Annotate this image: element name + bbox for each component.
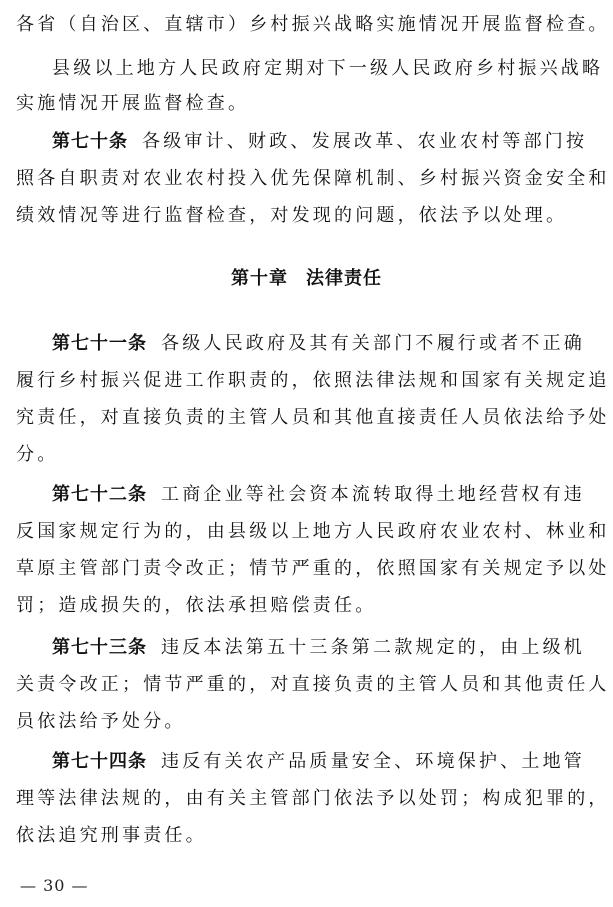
article-73-first-line bbox=[52, 636, 596, 660]
paragraph-line: 绩效情况等进行监督检查，对发现的问题，依法予以处理。 bbox=[16, 205, 568, 226]
paragraph-line: 员依法给予处分。 bbox=[16, 711, 186, 732]
paragraph-line: 关责令改正；情节严重的，对直接负责的主管人员和其他责任人 bbox=[16, 674, 610, 695]
paragraph-line: 究责任，对直接负责的主管人员和其他直接责任人员依法给予处 bbox=[16, 407, 610, 428]
article-text: 各级人民政府及其有关部门不履行或者不正确 bbox=[161, 333, 585, 354]
article-label: 第七十条 bbox=[52, 131, 128, 152]
article-text: 违反本法第五十三条第二款规定的，由上级机 bbox=[161, 637, 585, 658]
chapter-heading bbox=[0, 267, 613, 291]
page-number: — 30 — bbox=[20, 876, 89, 895]
article-text: 工商企业等社会资本流转取得土地经营权有违 bbox=[161, 484, 585, 505]
paragraph-line: 各省（自治区、直辖市）乡村振兴战略实施情况开展监督检查。 bbox=[16, 14, 610, 35]
paragraph-line: 履行乡村振兴促进工作职责的，依照法律法规和国家有关规定追 bbox=[16, 370, 610, 391]
paragraph-line: 依法追究刑事责任。 bbox=[16, 825, 207, 846]
article-label: 第七十一条 bbox=[52, 333, 147, 354]
paragraph-line: 县级以上地方人民政府定期对下一级人民政府乡村振兴战略 bbox=[52, 58, 604, 79]
article-72-first-line bbox=[52, 483, 596, 507]
paragraph-line: 实施情况开展监督检查。 bbox=[16, 93, 250, 114]
article-text: 违反有关农产品质量安全、环境保护、土地管 bbox=[161, 751, 585, 772]
article-label: 第七十三条 bbox=[52, 637, 147, 658]
chapter-number: 第十章 bbox=[231, 268, 288, 289]
paragraph-line: 反国家规定行为的，由县级以上地方人民政府农业农村、林业和 bbox=[16, 521, 610, 542]
article-text: 各级审计、财政、发展改革、农业农村等部门按 bbox=[142, 131, 588, 152]
paragraph-line: 理等法律法规的，由有关主管部门依法予以处罚；构成犯罪的， bbox=[16, 788, 610, 809]
article-71-first-line bbox=[52, 332, 596, 356]
article-label: 第七十二条 bbox=[52, 484, 147, 505]
paragraph-line: 分。 bbox=[16, 444, 59, 465]
article-70-first-line bbox=[52, 130, 596, 154]
chapter-title: 法律责任 bbox=[306, 268, 382, 289]
article-74-first-line bbox=[52, 750, 596, 774]
paragraph-line: 罚；造成损失的，依法承担赔偿责任。 bbox=[16, 595, 377, 616]
article-label: 第七十四条 bbox=[52, 751, 147, 772]
paragraph-line: 照各自职责对农业农村投入优先保障机制、乡村振兴资金安全和 bbox=[16, 168, 610, 189]
paragraph-line: 草原主管部门责令改正；情节严重的，依照国家有关规定予以处 bbox=[16, 558, 610, 579]
